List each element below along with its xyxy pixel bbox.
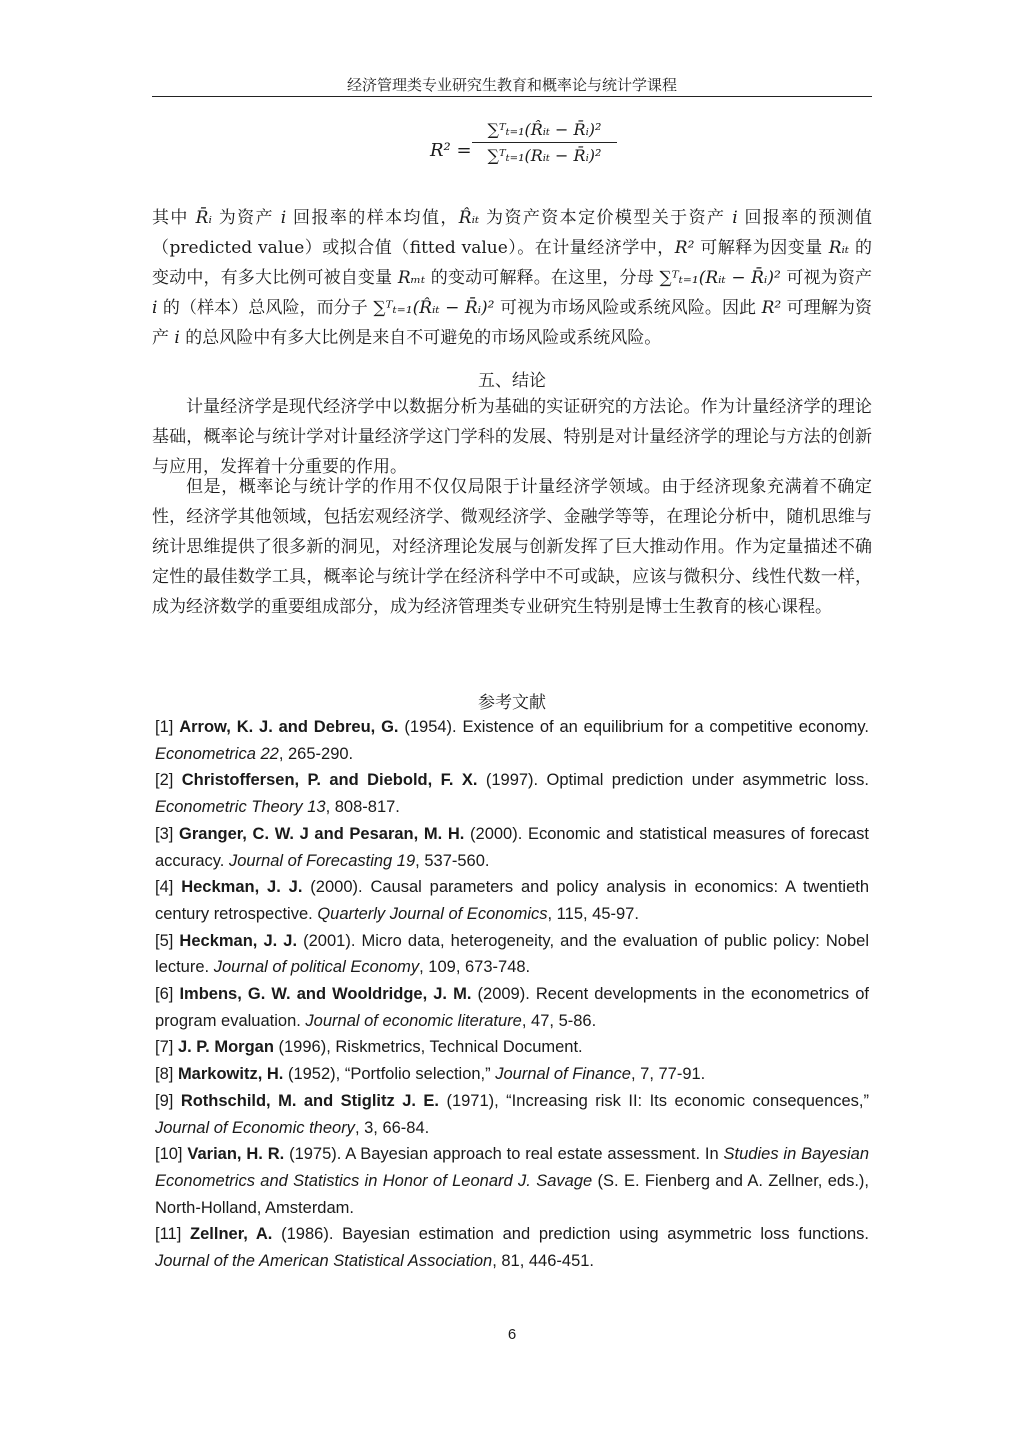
reference-item: [4] Heckman, J. J. (2000). Causal parameters and policy analysis in economics: A twentieth century retrospective. Quarterly Journal of Economics, 115, 45-97.: [155, 878, 870, 923]
reference-item: [7] J. P. Morgan (1996), Riskmetrics, Technical Document.: [155, 1038, 583, 1057]
formula-numerator: ∑ᵀₜ₌₁(R̂ᵢₜ − R̄ᵢ)²: [487, 120, 602, 139]
reference-item: [10] Varian, H. R. (1975). A Bayesian approach to real estate assessment. In Studies in Bayesian Econometrics and Statistics in Honor of Leonard J. Savage (S. E. Fienberg and A. Zellner, eds.), North-Holland, Amsterdam.: [155, 1145, 870, 1217]
r-squared-formula: [430, 120, 630, 180]
references-list: [155, 714, 869, 1275]
reference-item: [6] Imbens, G. W. and Wooldridge, J. M. (2009). Recent developments in the econometrics of program evaluation. Journal of economic literature, 47, 5-86.: [155, 985, 870, 1030]
formula-denominator: ∑ᵀₜ₌₁(Rᵢₜ − R̄ᵢ)²: [487, 146, 602, 165]
reference-item: [3] Granger, C. W. J and Pesaran, M. H. (2000). Economic and statistical measures of forecast accuracy. Journal of Forecasting 19, 537-560.: [155, 824, 869, 870]
section-title-conclusion: 五、结论: [478, 371, 546, 391]
reference-item: [1] Arrow, K. J. and Debreu, G. (1954). Existence of an equilibrium for a competitive economy. Econometrica 22, 265-290.: [155, 718, 870, 763]
reference-item: [5] Heckman, J. J. (2001). Micro data, heterogeneity, and the evaluation of public policy: Nobel lecture. Journal of political Economy, 109, 673-748.: [155, 931, 869, 977]
formula-fraction: [472, 120, 617, 165]
running-header: 经济管理类专业研究生教育和概率论与统计学课程: [346, 76, 677, 94]
references-title: 参考文献: [478, 693, 546, 713]
reference-item: [8] Markowitz, H. (1952), “Portfolio selection,” Journal of Finance, 7, 77-91.: [155, 1065, 706, 1084]
reference-item: [11] Zellner, A. (1986). Bayesian estimation and prediction using asymmetric loss functions. Journal of the American Statistical Association, 81, 446-451.: [155, 1225, 870, 1271]
explanation-paragraph: 其中 R̄ᵢ 为资产 i 回报率的样本均值，R̂ᵢₜ 为资产资本定价模型关于资产 i 回报率的预测值（predicted value）或拟合值（fitted value）。在计量经济学中，R² 可解释为因变量 Rᵢₜ 的变动中，有多大比例可被自变量 Rₘₜ 的变动可解释。在这里，分母 ∑ᵀₜ₌₁(Rᵢₜ − R̄ᵢ)² 可视为资产 i 的（样本）总风险，而分子 ∑ᵀₜ₌₁(R̂ᵢₜ − R̄ᵢ)² 可视为市场风险或系统风险。因此 R² 可理解为资产 i 的总风险中有多大比例是来自不可避免的市场风险或系统风险。: [152, 208, 873, 348]
page-number: 6: [507, 1326, 517, 1343]
conclusion-paragraph-2: 但是，概率论与统计学的作用不仅仅局限于计量经济学领域。由于经济现象充满着不确定性，经济学其他领域，包括宏观经济学、微观经济学、金融学等等，在理论分析中，随机思维与统计思维提供了很多新的洞见，对经济理论发展与创新发挥了巨大推动作用。作为定量描述不确定性的最佳数学工具，概率论与统计学在经济科学中不可或缺，应该与微积分、线性代数一样，成为经济数学的重要组成部分，成为经济管理类专业研究生特别是博士生教育的核心课程。: [152, 477, 872, 617]
reference-item: [2] Christoffersen, P. and Diebold, F. X. (1997). Optimal prediction under asymmetric loss. Econometric Theory 13, 808-817.: [155, 771, 869, 817]
formula-lhs: R² =: [430, 140, 472, 161]
header-rule: [152, 96, 872, 97]
reference-item: [9] Rothschild, M. and Stiglitz J. E. (1971), “Increasing risk II: Its economic consequences,” Journal of Economic theory, 3, 66-84.: [155, 1091, 870, 1137]
conclusion-paragraph-1: 计量经济学是现代经济学中以数据分析为基础的实证研究的方法论。作为计量经济学的理论基础，概率论与统计学对计量经济学这门学科的发展、特别是对计量经济学的理论与方法的创新与应用，发挥着十分重要的作用。: [152, 397, 872, 477]
